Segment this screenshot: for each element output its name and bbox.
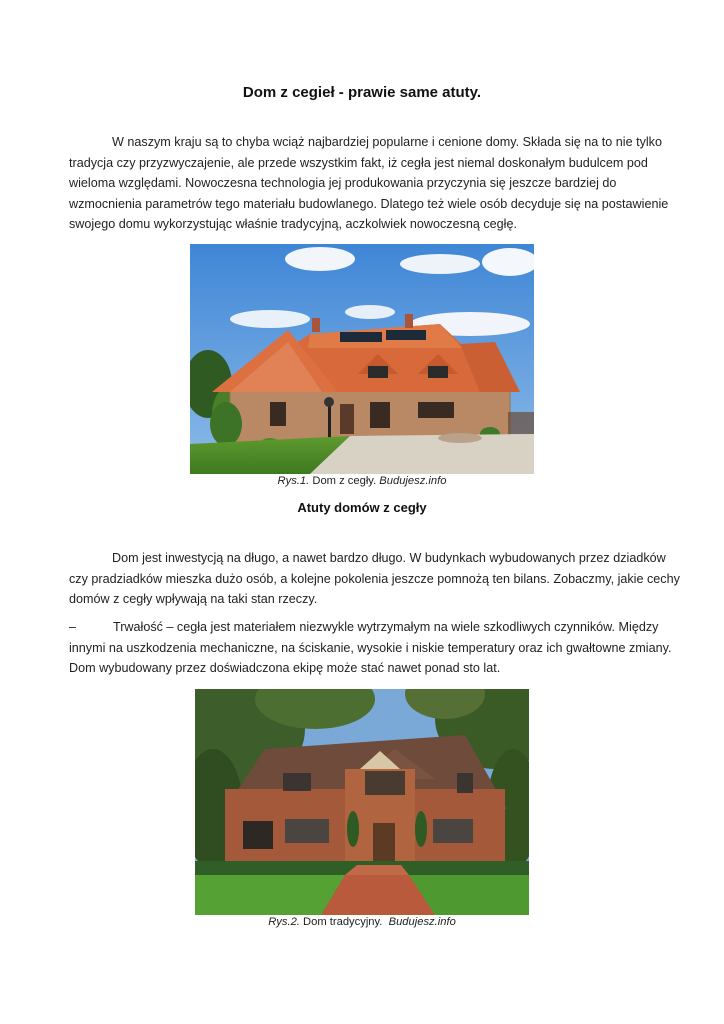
figure-2-label: Rys.2.	[268, 916, 300, 928]
intro-line: swojego domu wykorzystując właśnie tradycyjną, aczkolwiek nowoczesną cegłę.	[69, 217, 517, 232]
intro-line: wieloma względami. Nowoczesna technologia jej produkowania przyczynia się jeszcze bardziej do	[69, 176, 617, 191]
figure-2-text: Dom tradycyjny.	[299, 916, 389, 928]
bullet-paragraph-durability	[69, 617, 672, 679]
intro-line: W naszym kraju są to chyba wciąż najbardziej popularne i cenione domy. Składa się na to nie tylko	[112, 135, 662, 149]
figure-1-label: Rys.1.	[277, 475, 310, 487]
figure-1-photo	[190, 244, 534, 474]
intro-line: tradycja czy przyzwyczajenie, ale przede wszystkim fakt, iż cegła jest niemal doskonałym budulcem pod	[69, 155, 648, 170]
document-title: Dom z cegieł - prawie same atuty.	[242, 84, 482, 101]
paragraph-line	[69, 617, 657, 638]
bullet-text: Trwałość – cegła jest materiałem niezwykle wytrzymałym na wiele szkodliwych czynników. Między	[113, 620, 659, 634]
figure-1-source: Budujesz.info	[379, 475, 447, 487]
paragraph-line: czy pradziadków mieszka dużo osób, a kolejne pokolenia jeszcze pomnożą ten bilans. Zobaczmy, jakie cechy	[69, 571, 680, 586]
bullet-dash: –	[69, 620, 77, 634]
paragraph-line: innymi na uszkodzenia mechaniczne, na ściskanie, wysokie i niskie temperatury oraz ich gwałtowne zmiany.	[69, 640, 672, 655]
figure-1-caption	[0, 475, 724, 487]
figure-2-source: Budujesz.info	[388, 916, 456, 928]
figure-1-text: Dom z cegły.	[309, 475, 380, 487]
figure-2-photo	[195, 689, 529, 915]
figure-2-caption	[0, 916, 724, 928]
paragraph-line: domów z cegły wpływają na taki stan rzeczy.	[69, 592, 318, 607]
intro-line: wzmocnienia parametrów tego materiału budowlanego. Dlatego też wiele osób decyduje się na postawienie	[69, 196, 669, 211]
section-title: Atuty domów z cegły	[297, 500, 427, 515]
paragraph-2	[69, 548, 680, 610]
paragraph-line: Dom jest inwestycją na długo, a nawet bardzo długo. W budynkach wybudowanych przez dziadków	[112, 551, 666, 565]
intro-paragraph	[69, 132, 669, 235]
paragraph-line: Dom wybudowany przez doświadczona ekipę może stać nawet ponad sto lat.	[69, 661, 501, 676]
